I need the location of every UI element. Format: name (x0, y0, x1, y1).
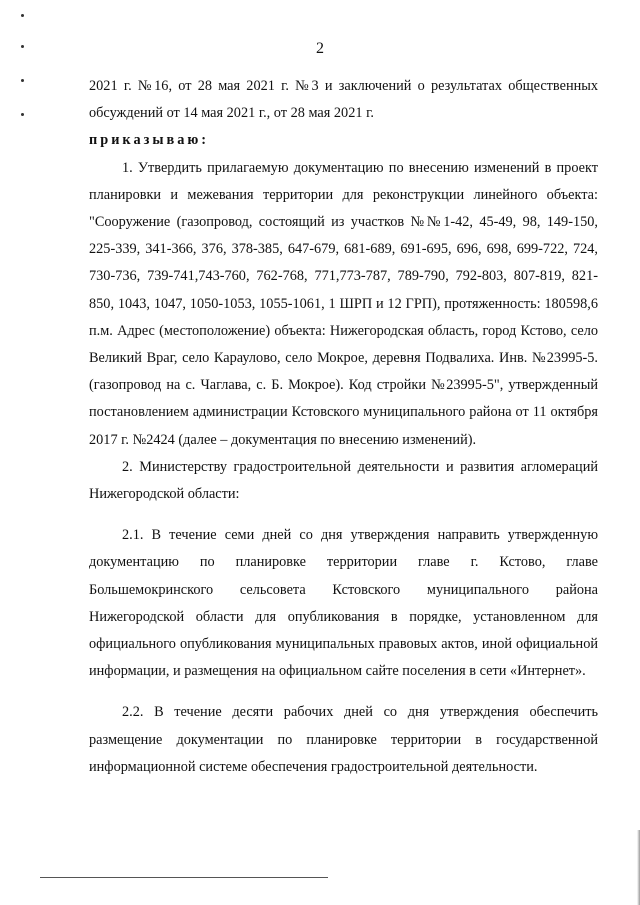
page-number: 2 (316, 40, 324, 57)
scan-mark-4 (21, 113, 24, 116)
order-heading: приказываю: (89, 132, 210, 149)
item-2-paragraph: 2. Министерству градостроительной деятельности и развития агломераций Нижегородской области: (89, 458, 598, 503)
continuation-paragraph: 2021 г. №16, от 28 мая 2021 г. №3 и заключений о результатах общественных обсуждений от 14 мая 2021 г., от 28 мая 2021 г. (89, 78, 598, 122)
document-body (89, 73, 598, 781)
scan-mark-1 (21, 14, 24, 17)
item-1-paragraph: 1. Утвердить прилагаемую документацию по внесению изменений в проект планировки и межевания территории для реконструкции линейного объекта: "Сооружение (газопровод, состоящий из участков №№1-42, 45-49, 98, 149-150, 225-339, 341-366, 376, 378-385, 647-679, 681-689, 691-695, 696, 698, 699-722, 724, 730-736, 739-741,743-760, 762-768, 771,773-787, 789-790, 792-803, 807-819, 821-850, 1043, 1047, 1050-1053, 1055-1061, 1 ШРП и 12 ГРП), протяженность: 180598,6 п.м. Адрес (местоположение) объекта: Нижегородская область, город Кстово, село Великий Враг, село Караулово, село Мокрое, деревня Подвалиха. Инв. №23995-5. (газопровод на с. Чаглава, с. Б. Мокрое). Код стройки №23995-5", утвержденный постановлением администрации Кстовского муниципального района от 11 октября 2017 г. №2424 (далее – документация по внесению изменений). (89, 159, 598, 448)
footer-divider (40, 877, 328, 878)
item-2-2-paragraph: 2.2. В течение десяти рабочих дней со дня утверждения обеспечить размещение документации по планировке территории в государственной информационной системе обеспечения градостроительной деятельности. (89, 704, 598, 775)
item-2-1-paragraph: 2.1. В течение семи дней со дня утверждения направить утвержденную документацию по планировке территории главе г. Кстово, главе Большемокринского сельсовета Кстовского муниципального района Нижегородской области для опубликования в порядке, установленном для официального опубликования муниципальных правовых актов, иной официальной информации, и размещения на официальном сайте поселения в сети «Интернет». (89, 527, 598, 680)
scan-mark-3 (21, 79, 24, 82)
